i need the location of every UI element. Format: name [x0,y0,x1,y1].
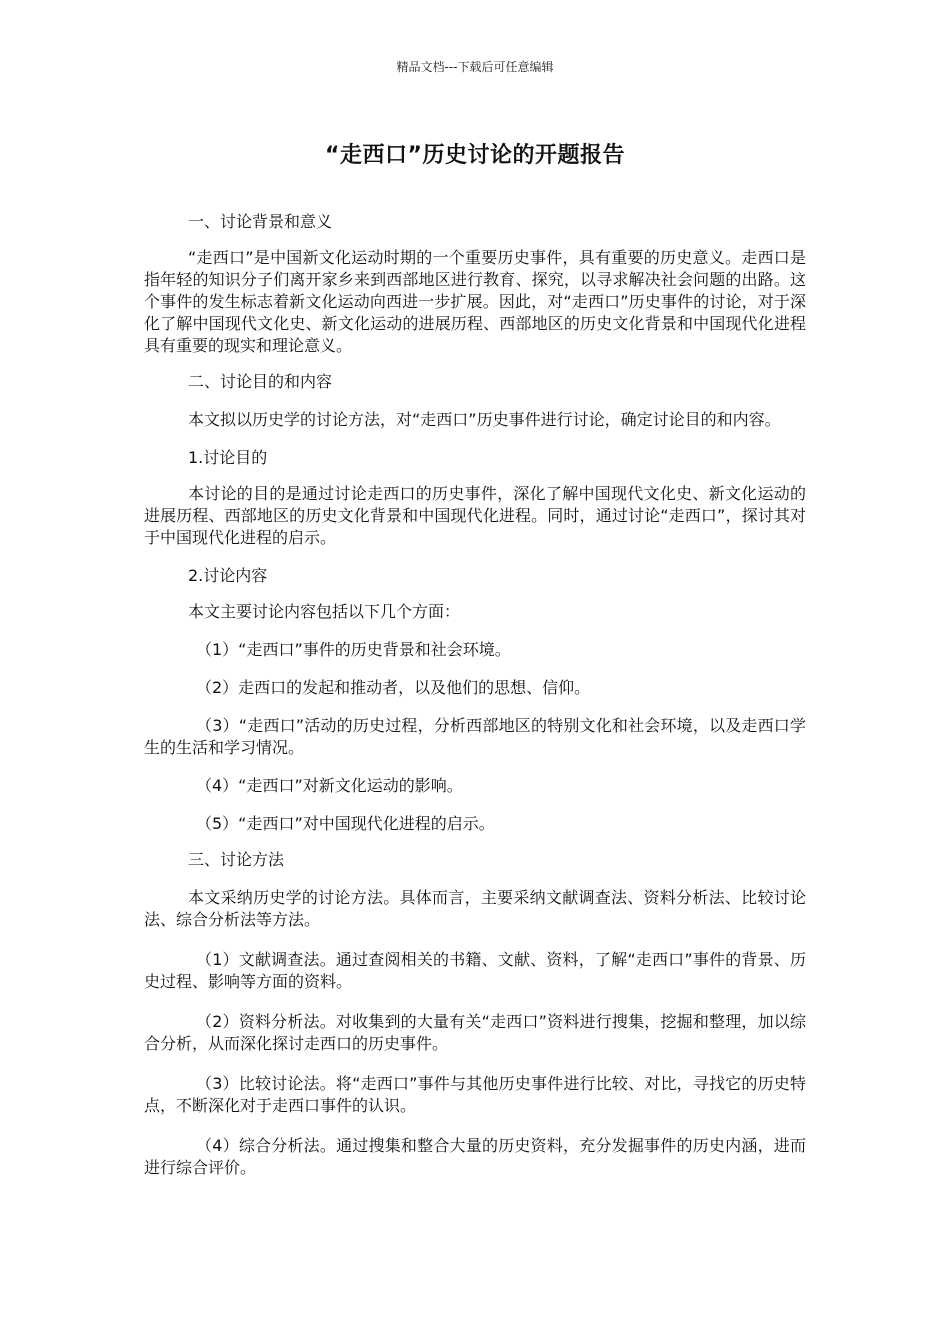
list-item-method-4: （4）综合分析法。通过搜集和整合大量的历史资料，充分发掘事件的历史内涵，进而进行综合评价。 [144,1136,806,1177]
section-heading-methods: 三、讨论方法 [188,850,285,869]
list-item-content-5: （5）“走西口”对中国现代化进程的启示。 [196,814,495,833]
page-header: 精品文档---下载后可任意编辑 [396,60,554,74]
paragraph-background: “走西口”是中国新文化运动时期的一个重要历史事件，具有重要的历史意义。走西口是指年轻的知识分子们离开家乡来到西部地区进行教育、探究，以寻求解决社会问题的出路。这个事件的发生标志着新文化运动向西进一步扩展。因此，对“走西口”历史事件的讨论，对于深化了解中国现代文化史、新文化运动的进展历程、西部地区的历史文化背景和中国现代化进程具有重要的现实和理论意义。 [144,248,806,355]
subheading-content: 2.讨论内容 [188,566,268,585]
list-item-content-2: （2）走西口的发起和推动者，以及他们的思想、信仰。 [196,678,591,697]
document-body [144,211,806,1179]
paragraph-purpose: 本讨论的目的是通过讨论走西口的历史事件，深化了解中国现代文化史、新文化运动的进展历程、西部地区的历史文化背景和中国现代化进程。同时，通过讨论“走西口”，探讨其对于中国现代化进程的启示。 [144,484,806,547]
list-item-content-3: （3）“走西口”活动的历史过程，分析西部地区的特别文化和社会环境，以及走西口学生的生活和学习情况。 [144,716,806,757]
paragraph-content-intro: 本文主要讨论内容包括以下几个方面： [188,602,461,621]
section-heading-background: 一、讨论背景和意义 [188,212,333,231]
paragraph-methods-intro: 本文采纳历史学的讨论方法。具体而言，主要采纳文献调查法、资料分析法、比较讨论法、综合分析法等方法。 [144,888,806,929]
list-item-method-2: （2）资料分析法。对收集到的大量有关“走西口”资料进行搜集，挖掘和整理，加以综合分析，从而深化探讨走西口的历史事件。 [144,1012,806,1053]
section-heading-purpose-content: 二、讨论目的和内容 [188,372,333,391]
list-item-method-3: （3）比较讨论法。将“走西口”事件与其他历史事件进行比较、对比，寻找它的历史特点，不断深化对于走西口事件的认识。 [144,1074,806,1115]
list-item-content-1: （1）“走西口”事件的历史背景和社会环境。 [196,640,511,659]
document-title: “走西口”历史讨论的开题报告 [325,143,625,168]
paragraph-purpose-intro: 本文拟以历史学的讨论方法，对“走西口”历史事件进行讨论，确定讨论目的和内容。 [188,410,781,429]
subheading-purpose: 1.讨论目的 [188,448,268,467]
list-item-method-1: （1）文献调查法。通过查阅相关的书籍、文献、资料，了解“走西口”事件的背景、历史过程、影响等方面的资料。 [144,950,806,991]
list-item-content-4: （4）“走西口”对新文化运动的影响。 [196,776,463,795]
